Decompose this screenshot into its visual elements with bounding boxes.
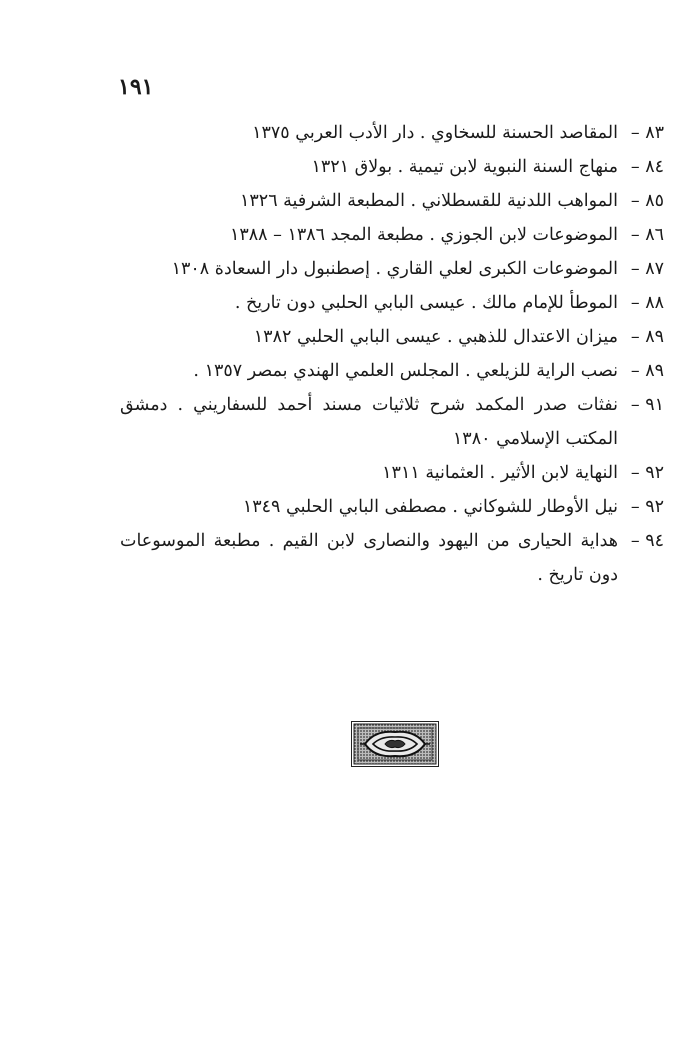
list-item	[120, 456, 664, 490]
list-item	[120, 116, 664, 150]
entry-number: ٨٩ –	[630, 327, 664, 347]
entry-number: ٨٥ –	[630, 191, 664, 211]
list-item	[120, 286, 664, 320]
entry-number: ٨٦ –	[630, 225, 664, 245]
entry-text: النهاية لابن الأثير . العثمانية ١٣١١	[382, 463, 618, 483]
entry-number: ٩٢ –	[630, 463, 664, 483]
entry-text: ميزان الاعتدال للذهبي . عيسى البابي الحلبي ١٣٨٢	[253, 327, 618, 347]
entry-text: نصب الراية للزيلعي . المجلس العلمي الهندي بمصر ١٣٥٧ .	[193, 361, 618, 381]
entry-text: المقاصد الحسنة للسخاوي . دار الأدب العربي ١٣٧٥	[252, 123, 618, 143]
list-item	[120, 388, 664, 456]
list-item	[120, 150, 664, 184]
list-item	[120, 524, 664, 592]
list-item	[120, 218, 664, 252]
list-item	[120, 354, 664, 388]
entry-text: المواهب اللدنية للقسطلاني . المطبعة الشرفية ١٣٢٦	[240, 191, 618, 211]
bibliography-list	[120, 116, 664, 592]
entry-number: ٩١ –	[630, 395, 664, 415]
entry-text: الموضوعات الكبرى لعلي القاري . إصطنبول دار السعادة ١٣٠٨	[171, 259, 618, 279]
decorative-ornament-icon	[351, 721, 439, 767]
list-item	[120, 184, 664, 218]
entry-number: ٨٧ –	[630, 259, 664, 279]
entry-number: ٨٤ –	[630, 157, 664, 177]
entry-text: منهاج السنة النبوية لابن تيمية . بولاق ١٣٢١	[311, 157, 618, 177]
list-item	[120, 320, 664, 354]
page-number: ١٩١	[118, 74, 154, 100]
entry-number: ٨٨ –	[630, 293, 664, 313]
entry-text: هداية الحيارى من اليهود والنصارى لابن القيم . مطبعة الموسوعات دون تاريخ .	[120, 531, 618, 585]
list-item	[120, 252, 664, 286]
entry-text: نفثات صدر المكمد شرح ثلاثيات مسند أحمد للسفاريني . دمشق المكتب الإسلامي ١٣٨٠	[120, 395, 618, 449]
entry-number: ٩٢ –	[630, 497, 664, 517]
entry-number: ٨٩ –	[630, 361, 664, 381]
entry-text: الموطأ للإمام مالك . عيسى البابي الحلبي دون تاريخ .	[234, 293, 618, 313]
entry-text: نيل الأوطار للشوكاني . مصطفى البابي الحلبي ١٣٤٩	[242, 497, 618, 517]
list-item	[120, 490, 664, 524]
entry-number: ٨٣ –	[630, 123, 664, 143]
entry-text: الموضوعات لابن الجوزي . مطبعة المجد ١٣٨٦ – ١٣٨٨	[229, 225, 618, 245]
entry-number: ٩٤ –	[630, 531, 664, 551]
